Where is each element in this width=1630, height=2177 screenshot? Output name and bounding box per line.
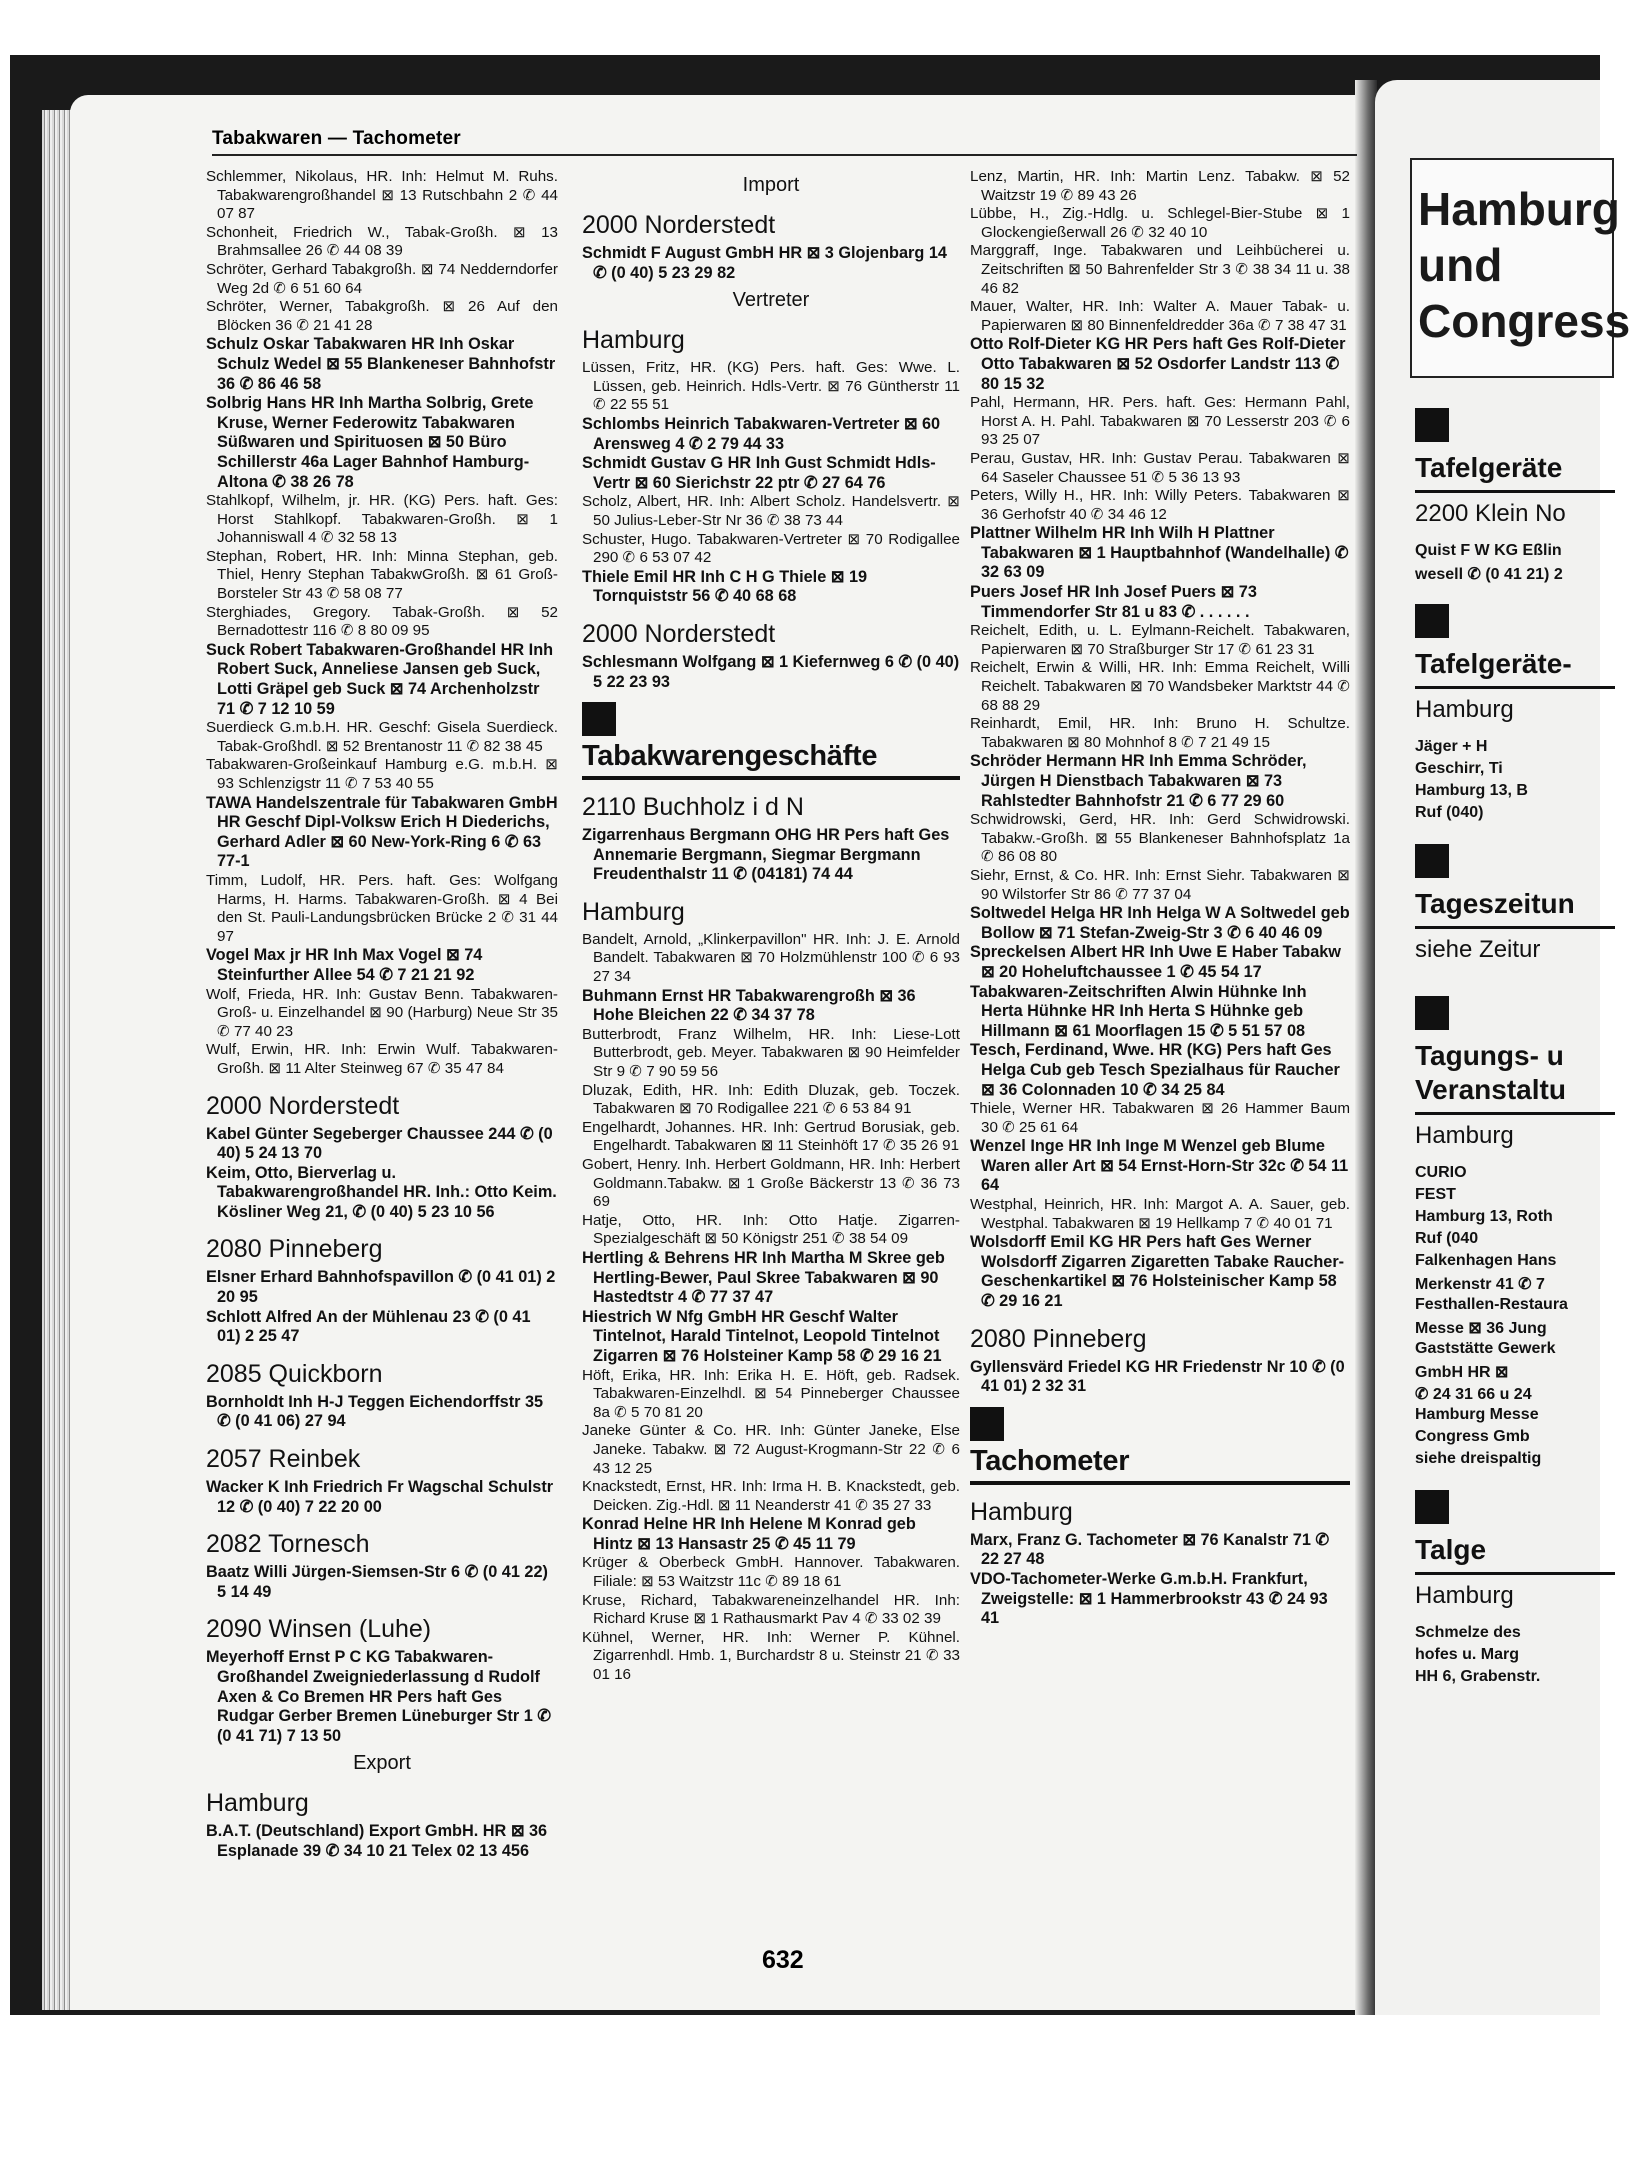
- listing-entry-bold: Wenzel Inge HR Inh Inge M Wenzel geb Blume Waren aller Art ⊠ 54 Ernst-Horn-Str 32c ✆ 54 11 64: [970, 1137, 1349, 1195]
- section-rule: [1415, 926, 1615, 929]
- directory-column-1: [206, 168, 558, 1862]
- listing-entry: Stephan, Robert, HR. Inh: Minna Stephan, geb. Thiel, Henry Stephan TabakwGroßh. ⊠ 61 Groß-Borsteler Str 43 ✆ 58 08 77: [206, 547, 558, 603]
- subheading: Import: [742, 174, 800, 196]
- listing-entry-bold: VDO-Tachometer-Werke G.m.b.H. Frankfurt, Zweigstelle: ⊠ 1 Hammerbrookstr 43 ✆ 24 93 41: [970, 1570, 1328, 1628]
- listing-entry-bold: Kabel Günter Segeberger Chaussee 244 ✆ (0 40) 5 24 13 70: [206, 1124, 553, 1163]
- listing-entry-bold: Thiele Emil HR Inh C H G Thiele ⊠ 19 Tornquiststr 56 ✆ 40 68 68: [582, 567, 868, 606]
- city-heading: 2000 Norderstedt: [206, 1091, 400, 1120]
- listing-entry: Suerdieck G.m.b.H. HR. Geschf: Gisela Suerdieck. Tabak-Großhdl. ⊠ 52 Brentanostr 11 ✆ 82 38 45: [206, 719, 558, 755]
- listing-entry-bold: Soltwedel Helga HR Inh Helga W A Soltwedel geb Bollow ⊠ 71 Stefan-Zweig-Str 3 ✆ 6 40 46 09: [970, 904, 1350, 942]
- city-heading: 2090 Winsen (Luhe): [206, 1615, 432, 1644]
- listing-entry: Hamburg 13, Roth: [1415, 1208, 1553, 1225]
- section-heading: Tageszeitun: [1415, 888, 1575, 919]
- listing-entry: GmbH HR ⊠: [1415, 1364, 1509, 1381]
- listing-entry: Engelhardt, Johannes. HR. Inh: Gertrud Borusiak, geb. Engelhardt. Tabakwaren ⊠ 11 Steinhöft 17 ✆ 35 26 91: [582, 1118, 960, 1155]
- city-heading: Hamburg: [582, 326, 685, 355]
- listing-entry: Marggraff, Inge. Tabakwaren und Leihbücherei u. Zeitschriften ⊠ 50 Bahrenfelder Str 3 ✆ 38 34 11 u. 38 46 82: [970, 242, 1350, 297]
- listing-entry-bold: Marx, Franz G. Tachometer ⊠ 76 Kanalstr 71 ✆ 22 27 48: [970, 1530, 1330, 1569]
- subheading: Vertreter: [732, 289, 810, 312]
- listing-entry: Reichelt, Erwin & Willi, HR. Inh: Emma Reichelt, Willi Reichelt. Tabakwaren ⊠ 70 Wandsbeker Marktstr 44 ✆ 68 88 29: [970, 659, 1351, 714]
- listing-entry: Ruf (040): [1415, 804, 1484, 821]
- listing-entry: Falkenhagen Hans: [1415, 1252, 1557, 1269]
- section-square-icon: [1415, 1490, 1449, 1524]
- listing-entry-bold: Schulz Oskar Tabakwaren HR Inh Oskar Schulz Wedel ⊠ 55 Blankeneser Bahnhofstr 36 ✆ 86 46 58: [206, 335, 556, 393]
- listing-entry: Stahlkopf, Wilhelm, jr. HR. (KG) Pers. haft. Ges: Horst Stahlkopf. Tabakwaren-Großh. ⊠ 1 Johanniswall 4 ✆ 32 58 13: [206, 492, 558, 547]
- listing-entry-bold: Meyerhoff Ernst P C KG Tabakwaren-Großhandel Zweigniederlassung d Rudolf Axen & Co Bremen HR Pers haft Ges Rudgar Gerber Bremen Lüneburger Str 1 ✆ (0 41 71) 7 13 50: [206, 1648, 551, 1745]
- listing-entry: Congress Gmb: [1415, 1428, 1530, 1445]
- header-rule: [212, 154, 1357, 156]
- listing-entry: Merkenstr 41 ✆ 7: [1415, 1276, 1545, 1293]
- listing-entry-bold: Suck Robert Tabakwaren-Großhandel HR Inh Robert Suck, Anneliese Jansen geb Suck, Lotti Gräpel geb Suck ⊠ 74 Archenholzstr 71 ✆ 7 12 10 59: [206, 640, 554, 718]
- listing-entry: Perau, Gustav, HR. Inh: Gustav Perau. Tabakwaren ⊠ 64 Saseler Chaussee 51 ✆ 5 36 13 93: [970, 449, 1350, 486]
- section-heading: Talge: [1415, 1534, 1487, 1565]
- listing-entry: Gobert, Henry. Inh. Herbert Goldmann, HR. Inh: Herbert Goldmann.Tabakw. ⊠ 1 Große Bäckerstr 13 ✆ 36 73 69: [582, 1156, 960, 1211]
- listing-entry-bold: Schlott Alfred An der Mühlenau 23 ✆ (0 41 01) 2 25 47: [206, 1307, 531, 1346]
- listing-entry-bold: B.A.T. (Deutschland) Export GmbH. HR ⊠ 36 Esplanade 39 ✆ 34 10 21 Telex 02 13 456: [206, 1822, 548, 1860]
- listing-entry: Gaststätte Gewerk: [1415, 1340, 1556, 1357]
- section-heading: Veranstaltu: [1415, 1074, 1566, 1105]
- section-heading: Tafelgeräte-: [1415, 648, 1572, 679]
- section-heading: Tafelgeräte: [1415, 452, 1563, 483]
- section-square-icon: [1415, 408, 1449, 442]
- listing-entry: Kruse, Richard, Tabakwareneinzelhandel HR. Inh: Richard Kruse ⊠ 1 Rathausmarkt Pav 4 ✆ 33 02 39: [582, 1591, 960, 1628]
- listing-entry: Reinhardt, Emil, HR. Inh: Bruno H. Schultze. Tabakwaren ⊠ 80 Mohnhof 8 ✆ 7 21 49 15: [970, 715, 1350, 751]
- listing-entry: Lübbe, H., Zig.-Hdlg. u. Schlegel-Bier-Stube ⊠ 1 Glockengießerwall 26 ✆ 32 40 10: [970, 205, 1350, 241]
- listing-entry-bold: Zigarrenhaus Bergmann OHG HR Pers haft Ges Annemarie Bergmann, Siegmar Bergmann Freudenthalstr 11 ✆ (04181) 74 44: [582, 826, 950, 884]
- section-square-icon: [582, 702, 616, 736]
- listing-entry: Ruf (040: [1415, 1230, 1479, 1247]
- ad-headline: und: [1418, 239, 1503, 291]
- listing-entry: Schwidrowski, Gerd, HR. Inh: Gerd Schwidrowski. Tabakw.-Großh. ⊠ 55 Blankeneser Bahnhofsplatz 1a ✆ 86 08 80: [970, 811, 1350, 866]
- listing-entry-bold: Tesch, Ferdinand, Wwe. HR (KG) Pers haft Ges Helga Cub geb Tesch Spezialhaus für Raucher ⊠ 36 Colonnaden 10 ✆ 34 25 84: [970, 1041, 1340, 1099]
- listing-entry-bold: Solbrig Hans HR Inh Martha Solbrig, Grete Kruse, Werner Federowitz Tabakwaren Süßwaren und Spirituosen ⊠ 50 Büro Schillerstr 46a Lager Bahnhof Hamburg-Altona ✆ 38 26 78: [206, 394, 534, 491]
- city-heading: Hamburg: [1415, 1122, 1514, 1149]
- city-heading: 2080 Pinneberg: [970, 1324, 1147, 1353]
- listing-entry-bold: Buhmann Ernst HR Tabakwarengroßh ⊠ 36 Hohe Bleichen 22 ✆ 34 37 78: [582, 986, 916, 1025]
- listing-entry: Lenz, Martin, HR. Inh: Martin Lenz. Tabakw. ⊠ 52 Waitzstr 19 ✆ 89 43 26: [970, 168, 1350, 204]
- page-title: Tabakwaren — Tachometer: [212, 128, 461, 149]
- listing-entry: Reichelt, Edith, u. L. Eylmann-Reichelt. Tabakwaren, Papierwaren ⊠ 70 Straßburger Str 17 ✆ 61 23 31: [970, 622, 1350, 658]
- listing-entry: Höft, Erika, HR. Inh: Erika H. E. Höft, geb. Radsek. Tabakwaren-Einzelhdl. ⊠ 54 Pinneberger Chaussee 8a ✆ 5 70 81 20: [582, 1366, 960, 1421]
- city-heading: Hamburg: [1415, 696, 1514, 723]
- listing-entry-bold: Baatz Willi Jürgen-Siemsen-Str 6 ✆ (0 41 22) 5 14 49: [206, 1563, 548, 1601]
- listing-entry: Wolf, Frieda, HR. Inh: Gustav Benn. Tabakwaren-Groß- u. Einzelhandel ⊠ 90 (Harburg) Neue Str 35 ✆ 77 40 23: [206, 985, 558, 1040]
- listing-entry: Pahl, Hermann, HR. Pers. haft. Ges: Hermann Pahl, Horst A. H. Pahl. Tabakwaren ⊠ 70 Lesserstr 203 ✆ 6 93 25 07: [970, 394, 1350, 449]
- city-heading: siehe Zeitur: [1415, 936, 1541, 963]
- section-marker: [970, 1407, 1350, 1443]
- listing-entry: Schlemmer, Nikolaus, HR. Inh: Helmut M. Ruhs. Tabakwarengroßhandel ⊠ 13 Rutschbahn 2 ✆ 44 07 87: [206, 168, 558, 223]
- ad-headline: Congress: [1418, 295, 1630, 347]
- section-square-icon: [1415, 604, 1449, 638]
- listing-entry: Schmelze des: [1415, 1624, 1521, 1641]
- city-heading: 2057 Reinbek: [206, 1445, 361, 1474]
- listing-entry-bold: Gyllensvärd Friedel KG HR Friedenstr Nr 10 ✆ (0 41 01) 2 32 31: [970, 1357, 1345, 1396]
- listing-entry-bold: Konrad Helne HR Inh Helene M Konrad geb Hintz ⊠ 13 Hansastr 25 ✆ 45 11 79: [582, 1515, 916, 1553]
- section-heading: Tagungs- u: [1415, 1040, 1564, 1071]
- subheading: Export: [353, 1752, 411, 1775]
- listing-entry: CURIO: [1415, 1164, 1467, 1181]
- section-marker: [582, 702, 960, 738]
- listing-entry: Tabakwaren-Großeinkauf Hamburg e.G. m.b.H. ⊠ 93 Schlenzigstr 11 ✆ 7 53 40 55: [206, 756, 558, 792]
- section-square-icon: [1415, 844, 1449, 878]
- listing-entry-bold: Schmidt Gustav G HR Inh Gust Schmidt Hdls-Vertr ⊠ 60 Sierichstr 22 ptr ✆ 27 64 76: [582, 454, 936, 492]
- listing-entry: Timm, Ludolf, HR. Pers. haft. Ges: Wolfgang Harms, H. Harms. Tabakwaren-Großh. ⊠ 4 Bei den St. Pauli-Landungsbrücken Brücke 2 ✆ 31 44 97: [206, 871, 558, 945]
- listing-entry: Dluzak, Edith, HR. Inh: Edith Dluzak, geb. Toczek. Tabakwaren ⊠ 70 Rodigallee 221 ✆ 6 53 84 91: [582, 1081, 960, 1118]
- listing-entry: Quist F W KG Eßlin: [1415, 542, 1562, 559]
- listing-entry: Geschirr, Ti: [1415, 760, 1503, 777]
- listing-entry: Butterbrodt, Franz Wilhelm, HR. Inh: Liese-Lott Butterbrodt, geb. Meyer. Tabakwaren ⊠ 90 Heimfelder Str 9 ✆ 7 90 59 56: [582, 1025, 960, 1081]
- directory-column-2: [582, 168, 960, 1685]
- listing-entry: Knackstedt, Ernst, HR. Inh: Irma H. B. Knackstedt, geb. Deicken. Zig.-Hdl. ⊠ 11 Neanderstr 41 ✆ 35 27 33: [582, 1478, 960, 1514]
- section-heading: Tachometer: [970, 1443, 1350, 1485]
- listing-entry-bold: Elsner Erhard Bahnhofspavillon ✆ (0 41 01) 2 20 95: [206, 1268, 556, 1307]
- listing-entry-bold: Otto Rolf-Dieter KG HR Pers haft Ges Rolf-Dieter Otto Tabakwaren ⊠ 52 Osdorfer Landstr 113 ✆ 80 15 32: [970, 335, 1346, 393]
- listing-entry: Festhallen-Restaura: [1415, 1296, 1568, 1313]
- book-gutter: [1355, 80, 1377, 2015]
- listing-entry: hofes u. Marg: [1415, 1646, 1520, 1663]
- listing-entry-bold: Schlombs Heinrich Tabakwaren-Vertreter ⊠ 60 Arensweg 4 ✆ 2 79 44 33: [582, 414, 941, 453]
- listing-entry-bold: Hertling & Behrens HR Inh Martha M Skree geb Hertling-Bewer, Paul Skree Tabakwaren ⊠ 90 Hastedtstr 4 ✆ 77 37 47: [582, 1248, 945, 1307]
- listing-entry-bold: Wolsdorff Emil KG HR Pers haft Ges Werner Wolsdorff Zigarren Zigaretten Tabake Raucher-Geschenkartikel ⊠ 76 Holsteinischer Kamp 58 ✆ 29 16 21: [970, 1233, 1345, 1311]
- listing-entry: siehe dreispaltig: [1415, 1450, 1542, 1467]
- listing-entry: FEST: [1415, 1186, 1456, 1203]
- listing-entry: Jäger + H: [1415, 738, 1488, 755]
- section-rule: [1415, 1572, 1615, 1575]
- running-header: [212, 128, 1357, 158]
- listing-entry: Westphal, Heinrich, HR. Inh: Margot A. A. Sauer, geb. Westphal. Tabakwaren ⊠ 19 Hellkamp 7 ✆ 40 01 71: [970, 1196, 1350, 1232]
- listing-entry: HH 6, Grabenstr.: [1415, 1668, 1541, 1685]
- section-rule: [1415, 1112, 1615, 1115]
- section-rule: [1415, 490, 1615, 493]
- listing-entry: wesell ✆ (0 41 21) 2: [1415, 566, 1563, 583]
- city-heading: Hamburg: [206, 1789, 309, 1818]
- city-heading: 2085 Quickborn: [206, 1359, 383, 1388]
- listing-entry: Wulf, Erwin, HR. Inh: Erwin Wulf. Tabakwaren-Großh. ⊠ 11 Alter Steinweg 67 ✆ 35 47 84: [206, 1041, 558, 1077]
- listing-entry: Hamburg 13, B: [1415, 782, 1528, 799]
- listing-entry: Kühnel, Werner, HR. Inh: Werner P. Kühnel. Zigarrenhdl. Hmb. 1, Burchardstr 8 u. Steinstr 21 ✆ 33 01 16: [582, 1628, 960, 1684]
- section-square-icon: [1415, 996, 1449, 1030]
- listing-entry-bold: Wacker K Inh Friedrich Fr Wagschal Schulstr 12 ✆ (0 40) 7 22 20 00: [206, 1478, 554, 1516]
- listing-entry-bold: TAWA Handelszentrale für Tabakwaren GmbH HR Geschf Dipl-Volksw Erich H Diederichs, Gerhard Adler ⊠ 60 New-York-Ring 6 ✆ 63 77-1: [206, 793, 558, 871]
- city-heading: 2080 Pinneberg: [206, 1235, 383, 1264]
- listing-entry-bold: Schlesmann Wolfgang ⊠ 1 Kiefernweg 6 ✆ (0 40) 5 22 23 93: [582, 652, 960, 691]
- listing-entry: Scholz, Albert, HR. Inh: Albert Scholz. Handelsvertr. ⊠ 50 Julius-Leber-Str Nr 36 ✆ 38 73 44: [582, 493, 960, 529]
- section-rule: [1415, 686, 1615, 689]
- listing-entry: Krüger & Oberbeck GmbH. Hannover. Tabakwaren. Filiale: ⊠ 53 Waitzstr 11c ✆ 89 18 61: [582, 1554, 960, 1591]
- listing-entry: Siehr, Ernst, & Co. HR. Inh: Ernst Siehr. Tabakwaren ⊠ 90 Wilstorfer Str 86 ✆ 77 37 04: [970, 866, 1350, 903]
- listing-entry-bold: Schröder Hermann HR Inh Emma Schröder, Jürgen H Dienstbach Tabakwaren ⊠ 73 Rahlstedter Bahnhofstr 21 ✆ 6 77 29 60: [970, 752, 1307, 810]
- page-number: 632: [762, 1946, 804, 1974]
- listing-entry-bold: Schmidt F August GmbH HR ⊠ 3 Glojenbarg 14 ✆ (0 40) 5 23 29 82: [582, 244, 947, 282]
- listing-entry: Peters, Willy H., HR. Inh: Willy Peters. Tabakwaren ⊠ 36 Gerhofstr 40 ✆ 34 46 12: [970, 487, 1350, 523]
- listing-entry-bold: Hiestrich W Nfg GmbH HR Geschf Walter Tintelnot, Harald Tintelnot, Leopold Tintelnot Zigarren ⊠ 76 Holsteiner Kamp 58 ✆ 29 16 21: [582, 1307, 942, 1365]
- listing-entry-bold: Bornholdt Inh H-J Teggen Eichendorffstr 35 ✆ (0 41 06) 27 94: [206, 1392, 544, 1431]
- city-heading: Hamburg: [970, 1497, 1073, 1526]
- listing-entry: Sterghiades, Gregory. Tabak-Großh. ⊠ 52 Bernadottestr 116 ✆ 8 80 09 95: [206, 603, 558, 640]
- section-square-icon: [970, 1407, 1004, 1441]
- city-heading: 2082 Tornesch: [206, 1530, 370, 1559]
- ad-headline: Hamburg: [1418, 183, 1620, 235]
- listing-entry: Schröter, Werner, Tabakgroßh. ⊠ 26 Auf den Blöcken 36 ✆ 21 41 28: [206, 298, 558, 334]
- listing-entry-bold: Keim, Otto, Bierverlag u. Tabakwarengroßhandel HR. Inh.: Otto Keim. Kösliner Weg 21, ✆ (0 40) 5 23 10 56: [206, 1163, 557, 1221]
- listing-entry: ✆ 24 31 66 u 24: [1415, 1386, 1532, 1403]
- listing-entry-bold: Spreckelsen Albert HR Inh Uwe E Haber Tabakw ⊠ 20 Hoheluftchaussee 1 ✆ 45 54 17: [970, 943, 1341, 981]
- listing-entry-bold: Vogel Max jr HR Inh Max Vogel ⊠ 74 Steinfurther Allee 54 ✆ 7 21 21 92: [206, 946, 483, 984]
- listing-entry: Hamburg Messe: [1415, 1406, 1539, 1423]
- city-heading: 2000 Norderstedt: [582, 619, 776, 648]
- section-heading: Tabakwarengeschäfte: [582, 738, 960, 780]
- listing-entry-bold: Tabakwaren-Zeitschriften Alwin Hühnke Inh Herta Hühnke HR Inh Herta S Hühnke geb Hillmann ⊠ 61 Moorflagen 15 ✆ 5 51 57 08: [970, 982, 1307, 1040]
- listing-entry: Messe ⊠ 36 Jung: [1415, 1320, 1547, 1337]
- directory-column-3: [970, 168, 1350, 1629]
- listing-entry: Mauer, Walter, HR. Inh: Walter A. Mauer Tabak- u. Papierwaren ⊠ 80 Binnenfeldredder 36a ✆ 7 38 47 31: [970, 298, 1350, 334]
- city-heading: 2000 Norderstedt: [582, 211, 776, 239]
- city-heading: 2110 Buchholz i d N: [582, 793, 804, 822]
- listing-entry: Thiele, Werner HR. Tabakwaren ⊠ 26 Hammer Baum 30 ✆ 25 61 64: [970, 1100, 1350, 1136]
- listing-entry: Schröter, Gerhard Tabakgroßh. ⊠ 74 Nedderndorfer Weg 2d ✆ 6 51 60 64: [206, 260, 558, 297]
- listing-entry: Hatje, Otto, HR. Inh: Otto Hatje. Zigarren-Spezialgeschäft ⊠ 50 Königstr 251 ✆ 38 54 09: [582, 1211, 960, 1248]
- listing-entry-bold: Puers Josef HR Inh Josef Puers ⊠ 73 Timmendorfer Str 81 u 83 ✆ . . . . . .: [970, 583, 1257, 621]
- city-heading: Hamburg: [582, 897, 685, 926]
- listing-entry: Schuster, Hugo. Tabakwaren-Vertreter ⊠ 70 Rodigallee 290 ✆ 6 53 07 42: [582, 530, 960, 567]
- listing-entry: Schonheit, Friedrich W., Tabak-Großh. ⊠ 13 Brahmsallee 26 ✆ 44 08 39: [206, 223, 558, 260]
- listing-entry-bold: Plattner Wilhelm HR Inh Wilh H Plattner Tabakwaren ⊠ 1 Hauptbahnhof (Wandelhalle) ✆ 32 63 09: [970, 524, 1349, 582]
- city-heading: 2200 Klein No: [1415, 500, 1566, 527]
- listing-entry: Janeke Günter & Co. HR. Inh: Günter Janeke, Else Janeke. Tabakw. ⊠ 72 August-Krogmann-Str 22 ✆ 6 43 12 25: [582, 1422, 960, 1477]
- listing-entry: Lüssen, Fritz, HR. (KG) Pers. haft. Ges: Wwe. L. Lüssen, geb. Heinrich. Hdls-Vertr. ⊠ 76 Güntherstr 11 ✆ 22 55 51: [582, 359, 960, 414]
- city-heading: Hamburg: [1415, 1582, 1514, 1609]
- listing-entry: Bandelt, Arnold, „Klinkerpavillon" HR. Inh: J. E. Arnold Bandelt. Tabakwaren ⊠ 70 Holzmühlenstr 100 ✆ 6 93 27 34: [582, 930, 960, 986]
